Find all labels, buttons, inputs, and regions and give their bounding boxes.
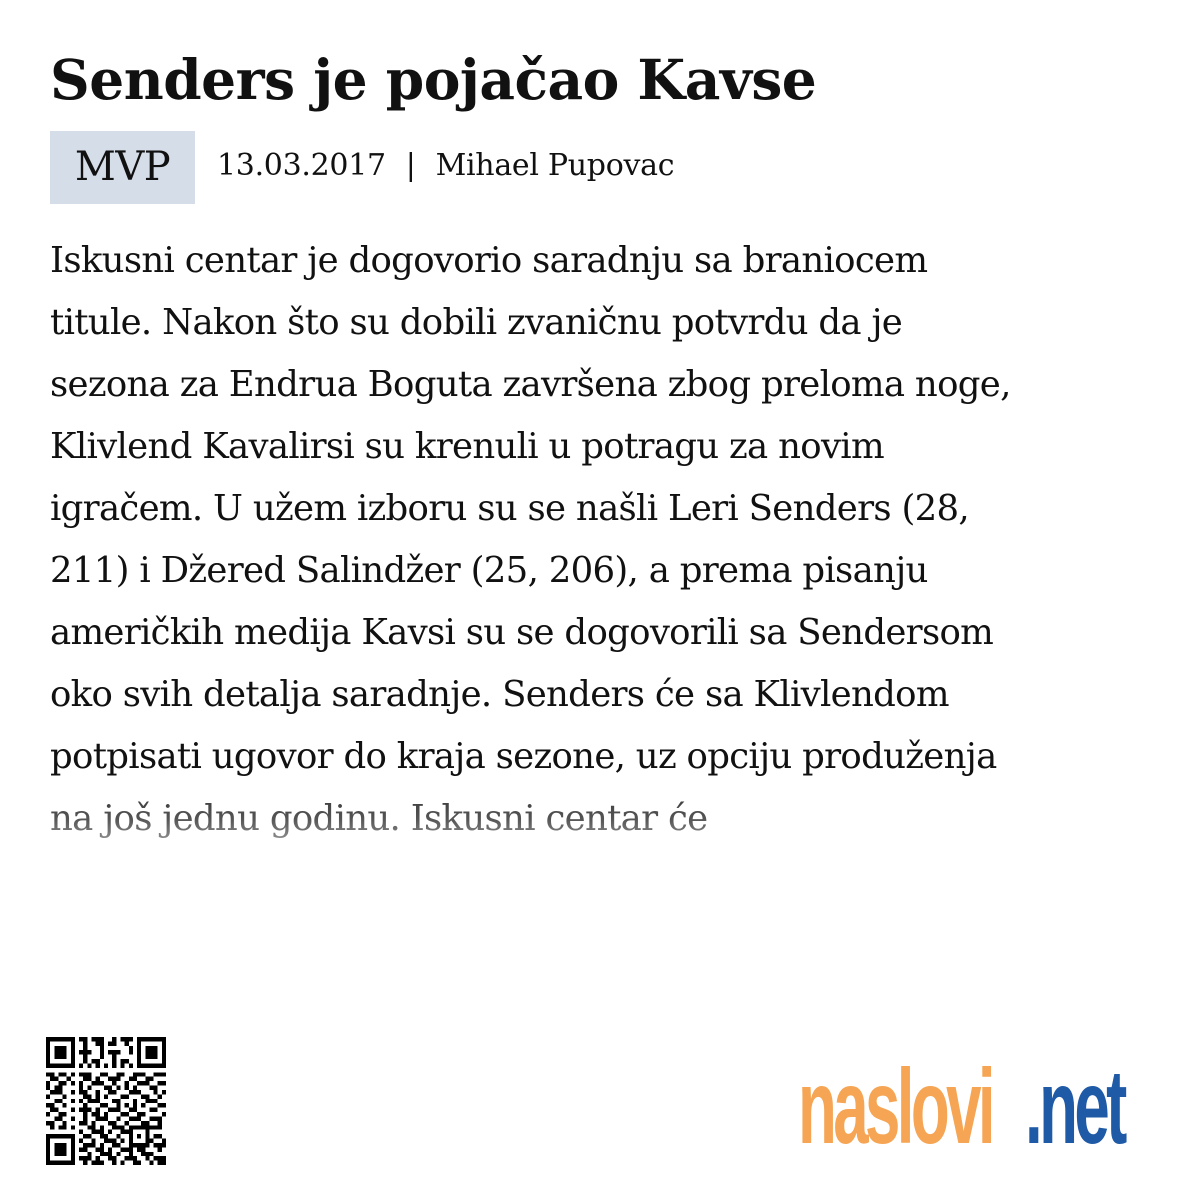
- meta-separator: |: [405, 148, 416, 183]
- article-title: Senders je pojačao Kavse: [50, 47, 817, 112]
- category-badge[interactable]: MVP: [50, 131, 195, 204]
- body-line: američkih medija Kavsi su se dogovorili sa Sendersom: [50, 612, 994, 653]
- body-line: Klivlend Kavalirsi su krenuli u potragu za novim: [50, 426, 884, 467]
- meta-info: [217, 148, 674, 183]
- body-line: Iskusni centar je dogovorio saradnju sa braniocem: [50, 240, 928, 281]
- article-date: 13.03.2017: [217, 148, 386, 183]
- body-line: titule. Nakon što su dobili zvaničnu potvrdu da je: [50, 302, 903, 343]
- body-line: oko svih detalja saradnje. Senders će sa Klivlendom: [50, 674, 949, 715]
- article-body: [50, 230, 1150, 860]
- logo-naslovi: naslovi: [798, 1048, 992, 1166]
- body-line-faded: na još jednu godinu. Iskusni centar će: [50, 788, 1150, 850]
- body-line: sezona za Endrua Boguta završena zbog preloma noge,: [50, 364, 1011, 405]
- body-line: 211) i Džered Salindžer (25, 206), a prema pisanju: [50, 550, 928, 591]
- article-author: Mihael Pupovac: [435, 148, 675, 183]
- site-logo[interactable]: [798, 1048, 1178, 1172]
- logo-net: .net: [1025, 1048, 1124, 1166]
- qr-code-icon: [46, 1037, 166, 1165]
- article-meta: [50, 131, 674, 204]
- body-line: igračem. U užem izboru su se našli Leri Senders (28,: [50, 488, 969, 529]
- body-line: potpisati ugovor do kraja sezone, uz opciju produženja: [50, 736, 997, 777]
